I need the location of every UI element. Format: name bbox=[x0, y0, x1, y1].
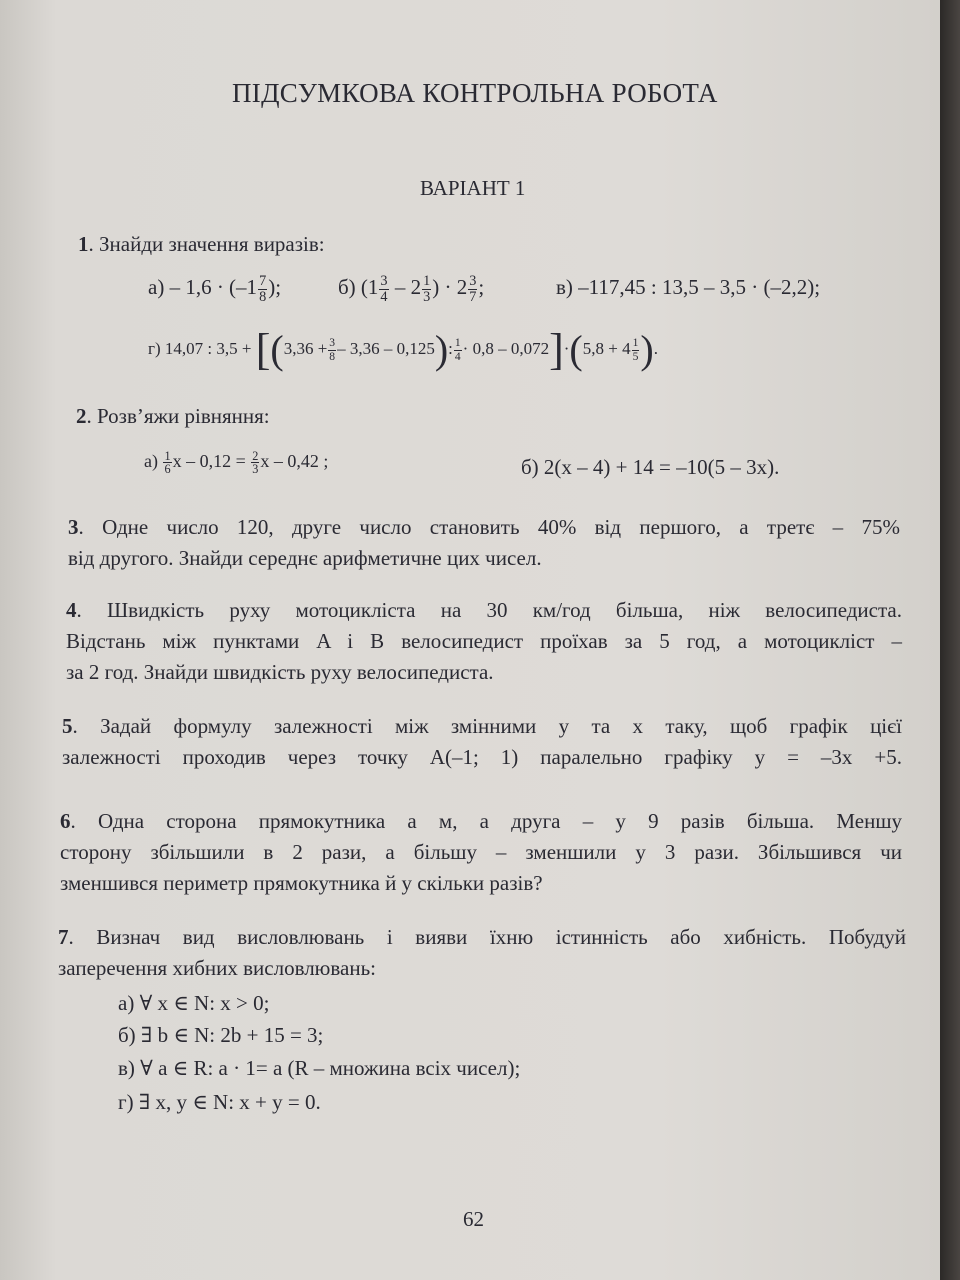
task-7c: в) ∀ a ∈ R: a · 1= a (R – множина всіх чисел); bbox=[118, 1056, 521, 1080]
task-1-heading: 1. Знайди значення виразів: bbox=[78, 232, 325, 256]
page-edge bbox=[940, 0, 960, 1280]
task-3: 3. Одне число 120, друге число становить 40% від першого, а третє – 75% від другого. Знайди середнє арифметичне цих чисел. bbox=[68, 515, 900, 570]
task-4: 4. Швидкість руху мотоцикліста на 30 км/год більша, ніж велосипедиста. Відстань між пунктами A і B велосипедист проїхав за 5 год, а мотоцикліст – за 2 год. Знайди швидкість руху велосипедиста. bbox=[66, 598, 902, 684]
task-7b: б) ∃ b ∈ N: 2b + 15 = 3; bbox=[118, 1023, 324, 1047]
task-2a: а) $\frac{1}{6}$ x – 0,12 = $\frac{2}{3}$ x – 0,42 ; bbox=[144, 448, 329, 477]
task-1d: г) 14,07 : 3,5 + [(3,36 + $\frac{3}{8}$ – 3,36 – 0,125): $\frac{1}{4}$ · 0,8 – 0,072]·(5,8 + 4 $\frac{1}{5}$ ). bbox=[148, 325, 658, 375]
page-title: ПІДСУМКОВА КОНТРОЛЬНА РОБОТА bbox=[232, 78, 718, 108]
task-1b: б) (1 $\frac{3}{4}$ – 2 $\frac{1}{3}$ ) · 2 $\frac{3}{7}$ ; bbox=[338, 272, 485, 305]
task-7: 7. Визнач вид висловлювань і вияви їхню істинність або хибність. Побудуй заперечення хибних висловлювань: bbox=[58, 925, 906, 980]
variant-heading: ВАРІАНТ 1 bbox=[420, 176, 526, 200]
task-6: 6. Одна сторона прямокутника a м, а друга – у 9 разів більша. Меншу сторону збільшили в 2 рази, а більшу – зменшили у 3 рази. Збільшився чи зменшився периметр прямокутника й у скільки разів? bbox=[60, 809, 902, 895]
task-1c: в) –117,45 : 13,5 – 3,5 · (–2,2); bbox=[556, 275, 821, 299]
task-7a: а) ∀ x ∈ N: x > 0; bbox=[118, 991, 270, 1015]
task-1a: а) – 1,6 · (–1 $\frac{7}{8}$ ); bbox=[148, 272, 282, 305]
task-5: 5. Задай формулу залежності між змінними y та x таку, щоб графік цієї залежності проходив через точку A(–1; 1) паралельно графіку y = –3x +5. bbox=[62, 714, 902, 769]
task-2-heading: 2. Розв’яжи рівняння: bbox=[76, 404, 270, 428]
task-2b: б) 2(x – 4) + 14 = –10(5 – 3x). bbox=[521, 455, 780, 479]
task-7d: г) ∃ x, y ∈ N: x + y = 0. bbox=[118, 1090, 321, 1114]
page-number: 62 bbox=[463, 1207, 484, 1231]
